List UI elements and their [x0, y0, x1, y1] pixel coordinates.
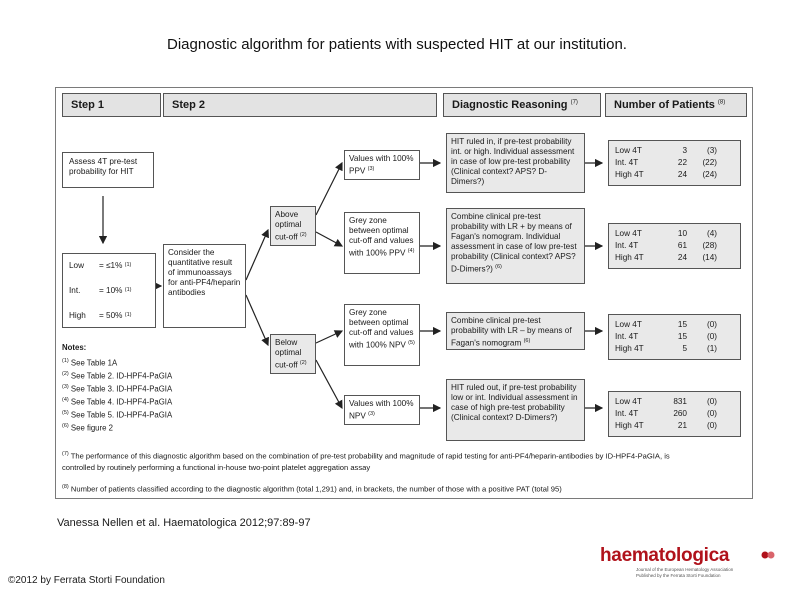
- note-item: $^{(5)}$ See Table 5. ID-HPF4-PaGIA: [62, 409, 173, 420]
- page-title: Diagnostic algorithm for patients with suspected HIT at our institution.: [167, 36, 627, 53]
- patients-table-3: [608, 314, 741, 360]
- note-item: $^{(6)}$ See figure 2: [62, 422, 113, 433]
- table-row: Low 4T 15 (0): [615, 320, 717, 329]
- notes-list: [62, 342, 262, 434]
- assess-4t-box: Assess 4T pre-test probability for HIT: [62, 152, 154, 188]
- table-row: Low 4T 10 (4): [615, 229, 717, 238]
- grey-zone-ppv-box: Grey zone between optimal cut-off and values with 100% PPV $^{(4)}$: [344, 212, 420, 274]
- logo-wordmark: haematologica: [600, 545, 730, 566]
- logo-tagline-1: Journal of the European Hematology Association: [636, 567, 734, 572]
- patients-table-2: [608, 223, 741, 269]
- pretest-levels-box: [62, 253, 156, 328]
- reasoning-header: Diagnostic Reasoning $^{(7)}$: [443, 93, 601, 117]
- table-row: High 4T 24 (14): [615, 253, 717, 262]
- note-item: $^{(2)}$ See Table 2. ID-HPF4-PaGIA: [62, 370, 173, 381]
- below-cutoff-box: Below optimal cut-off $^{(2)}$: [270, 334, 316, 374]
- table-row: High 4T 24 (24): [615, 170, 717, 179]
- table-row: Low 4T 3 (3): [615, 146, 717, 155]
- patients-table-1: [608, 140, 741, 186]
- npv100-box: Values with 100% NPV $^{(3)}$: [344, 395, 420, 425]
- consider-immunoassay-box: Consider the quantitative result of immunoassays for anti-PF4/heparin antibodies: [163, 244, 246, 328]
- patients-header: Number of Patients $^{(8)}$: [605, 93, 747, 117]
- table-row: Int. 4T 15 (0): [615, 332, 717, 341]
- table-row: Low 4T 831 (0): [615, 397, 717, 406]
- note-7: $^{(7)}$ The performance of this diagnostic algorithm based on the combination of pre-test probability and magnitude of rapid testing for anti-PF4/heparin-antibodies by ID-HPF4-PaGIA, is controlled by routinely performing a functional in-house two-point platelet aggregation assay: [62, 451, 670, 473]
- above-cutoff-box: Above optimal cut-off $^{(2)}$: [270, 206, 316, 246]
- table-row: High 4T 21 (0): [615, 421, 717, 430]
- ppv100-box: Values with 100% PPV $^{(3)}$: [344, 150, 420, 180]
- logo-tagline-2: Published by the Ferrata Storti Foundation: [636, 573, 721, 578]
- step1-header: Step 1: [62, 93, 161, 117]
- note-item: $^{(1)}$ See Table 1A: [62, 357, 118, 368]
- reasoning-box-ruled-out: HIT ruled out, if pre-test probability low or int. Individual assessment in case of high pre-test probability (Clinical context? D-Dimers?): [446, 379, 585, 441]
- eha-emblem-icon: [760, 549, 776, 561]
- table-row: Int. 4T 22 (22): [615, 158, 717, 167]
- note-item: $^{(4)}$ See Table 4. ID-HPF4-PaGIA: [62, 396, 173, 407]
- haematologica-logo: [600, 543, 790, 583]
- notes-label: Notes:: [62, 343, 87, 352]
- reasoning-box-ruled-in: HIT ruled in, if pre-test probability int. or high. Individual assessment in case of low pre-test probability (Clinical context? APS? D-Dimers?): [446, 133, 585, 193]
- table-row: Int. 4T 61 (28): [615, 241, 717, 250]
- step2-header: Step 2: [163, 93, 437, 117]
- table-row: Int. 4T 260 (0): [615, 409, 717, 418]
- level-high: High = 50% (1): [69, 311, 132, 320]
- note-8: $^{(8)}$ Number of patients classified according to the diagnostic algorithm (total 1,291) and, in brackets, the number of those with a positive PAT (total 95): [62, 484, 562, 494]
- citation: Vanessa Nellen et al. Haematologica 2012;97:89-97: [57, 517, 311, 529]
- level-low: Low = ≤1% (1): [69, 261, 132, 270]
- grey-zone-npv-box: Grey zone between optimal cut-off and values with 100% NPV $^{(5)}$: [344, 304, 420, 366]
- patients-table-4: [608, 391, 741, 437]
- copyright: ©2012 by Ferrata Storti Foundation: [8, 575, 165, 586]
- table-row: High 4T 5 (1): [615, 344, 717, 353]
- reasoning-box-lr-minus: Combine clinical pre-test probability with LR – by means of Fagan's nomogram $^{(6)}$: [446, 312, 585, 350]
- note-item: $^{(3)}$ See Table 3. ID-HPF4-PaGIA: [62, 383, 173, 394]
- level-int: Int. = 10% (1): [69, 286, 132, 295]
- reasoning-box-lr-plus: Combine clinical pre-test probability with LR + by means of Fagan's nomogram. Individual assessment in case of low pre-test probability (Clinical context? APS? D-Dimers?) $^{(6)}$: [446, 208, 585, 284]
